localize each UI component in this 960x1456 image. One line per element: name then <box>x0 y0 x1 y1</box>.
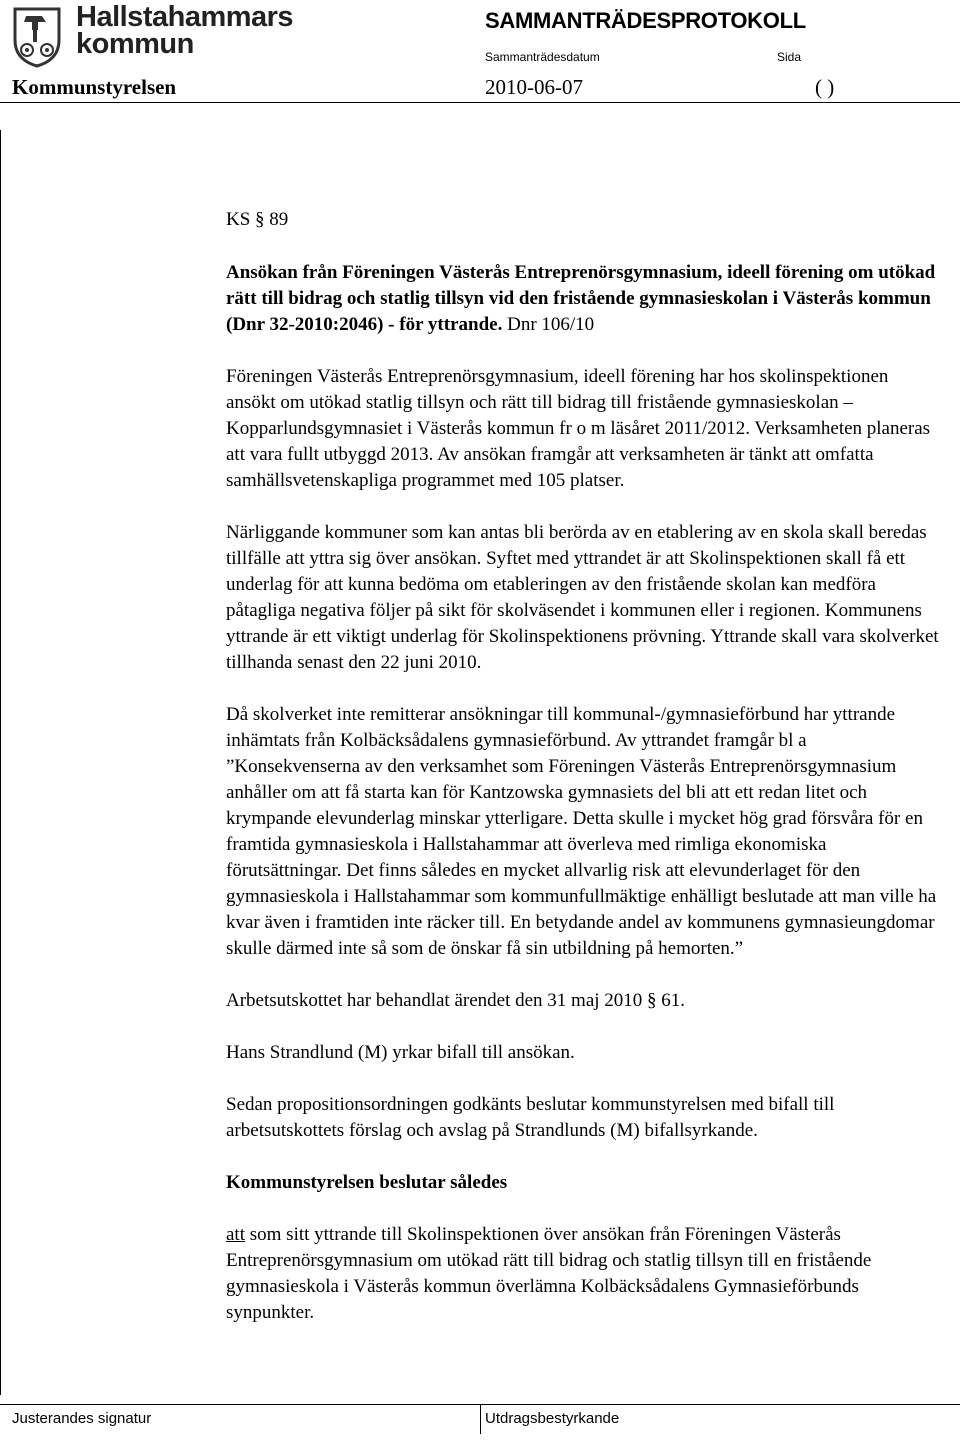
logo-line-2: kommun <box>76 28 194 60</box>
extract-label: Utdragsbestyrkande <box>485 1410 620 1427</box>
paragraph-working-committee: Arbetsutskottet har behandlat ärendet den 31 maj 2010 § 61. <box>226 990 686 1011</box>
paragraph-motion: Hans Strandlund (M) yrkar bifall till ansökan. <box>226 1042 575 1063</box>
document-title: SAMMANTRÄDESPROTOKOLL <box>485 8 806 33</box>
footer-separator <box>480 1404 481 1434</box>
logo-wordmark <box>76 1 294 60</box>
page-label: Sida <box>777 50 802 64</box>
meeting-date: 2010-06-07 <box>485 75 583 99</box>
signature-label: Justerandes signatur <box>12 1410 152 1427</box>
meeting-date-label: Sammanträdesdatum <box>485 50 600 64</box>
protocol-body <box>226 207 941 1326</box>
case-dnr: Dnr 106/10 <box>507 314 595 335</box>
decision-heading: Kommunstyrelsen beslutar således <box>226 1172 508 1193</box>
paragraph-procedure: Sedan propositionsordningen godkänts beslutar kommunstyrelsen med bifall till arbetsutskottets förslag och avslag på Strandlunds (M) bifallsyrkande. <box>226 1094 835 1141</box>
case-title: Ansökan från Föreningen Västerås Entreprenörsgymnasium, ideell förening om utökad rätt till bidrag och statlig tillsyn vid den fristående gymnasieskolan i Västerås kommun (Dnr 32-2010:2046) - för yttrande. <box>226 262 936 335</box>
municipality-crest-icon <box>12 6 62 68</box>
paragraph-purpose: Närliggande kommuner som kan antas bli berörda av en etablering av en skola skall beredas tillfälle att yttra sig över ansökan. Syftet med yttrandet är att Skolinspektionen skall få ett underlag för att kunna bedöma om etableringen av den fristående skolan kan medföra påtagliga negativa följer på sikt för skolväsendet i kommunen eller i regionen. Kommunens yttrande är ett viktigt underlag för Skolinspektionens prövning. Yttrande skall vara skolverket tillhanda senast den 22 juni 2010. <box>226 522 939 673</box>
organ-name: Kommunstyrelsen <box>12 75 177 99</box>
paragraph-statement: Då skolverket inte remitterar ansökningar till kommunal-/gymnasieförbund har yttrande inhämtats från Kolbäcksådalens gymnasieförbund. Av yttrandet framgår bl a ”Konsekvenserna av den verksamhet som Föreningen Västerås Entreprenörsgymnasium anhåller om att få starta kan för Kantzowska gymnasiets del bli att ett redan litet och krympande elevunderlag minskar ytterligare. Detta skulle i mycket hög grad försvåra för en framtida gymnasieskola i Hallstahammar att överleva med rimliga ekonomiska förutsättningar. Det finns således en mycket allvarlig risk att elevunderlaget för den gymnasieskola i Hallstahammar som kommunfullmäktige enhälligt beslutade att man ville ha kvar även i framtiden inte räcker till. En betydande andel av kommunens gymnasieungdomar skulle därmed inte så som de önskar få sin utbildning på hemorten.” <box>226 704 937 959</box>
page-number: ( ) <box>815 75 835 99</box>
case-heading <box>226 260 941 338</box>
paragraph-application: Föreningen Västerås Entreprenörsgymnasium, ideell förening har hos skolinspektionen ansökt om utökad statlig tillsyn och rätt till bidrag till fristående gymnasieskolan – Kopparlundsgymnasiet i Västerås kommun fr o m läsåret 2011/2012. Verksamheten planeras att vara fullt utbyggd 2013. Av ansökan framgår att verksamheten är tänkt att omfatta samhällsvetenskapliga programmet med 105 platser. <box>226 366 931 491</box>
decision-text: som sitt yttrande till Skolinspektionen över ansökan från Föreningen Västerås Entreprenörsgymnasium om utökad rätt till bidrag och statlig tillsyn till en fristående gymnasieskola i Västerås kommun överlämna Kolbäcksådalens Gymnasieförbunds synpunkter. <box>226 1224 872 1323</box>
decision-att: att <box>226 1224 245 1245</box>
header-divider <box>0 102 960 103</box>
section-number: KS § 89 <box>226 209 289 230</box>
logo-line-1: Hallstahammars <box>76 1 294 33</box>
decision-paragraph <box>226 1222 941 1326</box>
left-margin-line <box>0 130 1 1395</box>
